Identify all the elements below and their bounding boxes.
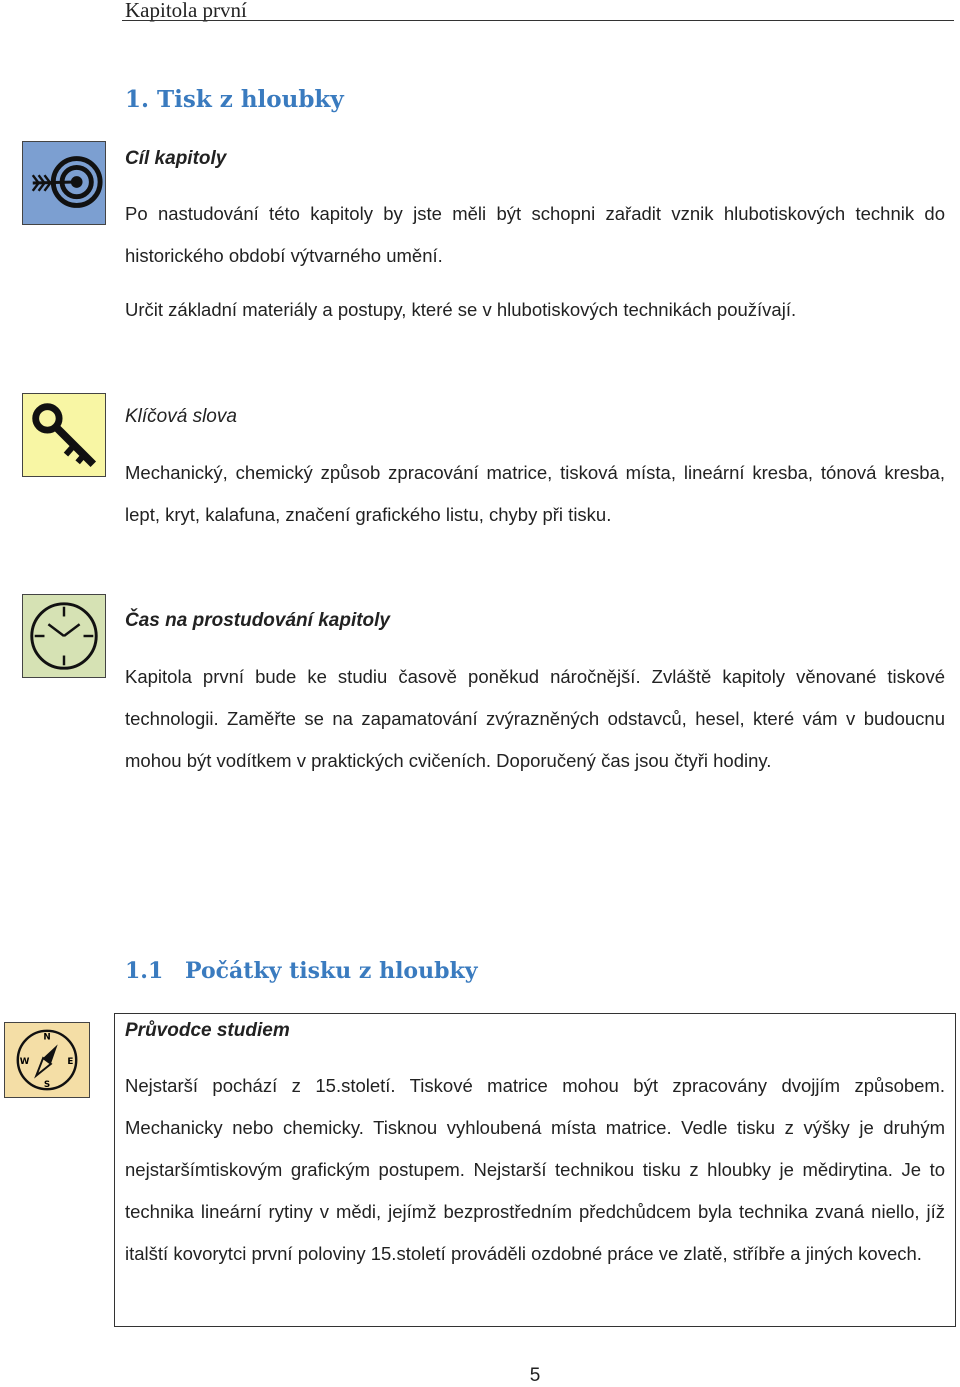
- section-heading: [125, 958, 478, 984]
- svg-text:E: E: [67, 1056, 74, 1067]
- running-header-title: Kapitola první: [125, 0, 247, 22]
- study-time-title: Čas na prostudování kapitoly: [125, 610, 390, 631]
- key-icon: [22, 393, 106, 477]
- clock-icon: [22, 594, 106, 678]
- header-rule: [122, 20, 954, 21]
- goal-title: Cíl kapitoly: [125, 148, 227, 169]
- page-number: 5: [529, 1365, 541, 1386]
- section-title: Počátky tisku z hloubky: [185, 958, 478, 984]
- study-time-text: Kapitola první bude ke studiu časově poněkud náročnější. Zvláště kapitoly věnované tiskové technologii. Zaměřte se na zapamatování zvýrazněných odstavců, hesel, které vám v budoucnu mohou být vodítkem v praktických cvičeních. Doporučený čas jsou čtyři hodiny.: [125, 666, 945, 771]
- goal-text-1: Po nastudování této kapitoly by jste měli být schopni zařadit vznik hlubotiskových technik do historického období výtvarného umění.: [125, 203, 945, 266]
- chapter-heading: 1. Tisk z hloubky: [125, 86, 344, 113]
- keywords-title: Klíčová slova: [125, 406, 237, 427]
- svg-text:N: N: [43, 1032, 51, 1043]
- guide-text: Nejstarší pochází z 15.století. Tiskové matrice mohou být zpracovány dvojjím způsobem. Mechanicky nebo chemicky. Tisknou vyhloubená místa matrice. Vedle tisku z výšky je druhým nejstaršímtiskovým grafickým postupem. Nejstarší technikou tisku z hloubky je mědirytina. Je to technika lineární rytiny v mědi, jejímž bezprostředním předchůdcem byla technika zvaná niello, jíž italští kovorytci první poloviny 15.století prováděli ozdobné práce ve zlatě, stříbře a jiných kovech.: [125, 1075, 945, 1264]
- svg-text:S: S: [43, 1080, 51, 1091]
- svg-text:W: W: [19, 1056, 30, 1067]
- guide-title: Průvodce studiem: [125, 1020, 290, 1041]
- section-number: 1.1: [125, 958, 164, 984]
- goal-text-2: Určit základní materiály a postupy, které se v hlubotiskových technikách používají.: [125, 299, 797, 320]
- keywords-text: Mechanický, chemický způsob zpracování matrice, tisková místa, lineární kresba, tónová kresba, lept, kryt, kalafuna, značení grafického listu, chyby při tisku.: [125, 462, 945, 525]
- target-icon: [22, 141, 106, 225]
- compass-icon: [4, 1022, 90, 1098]
